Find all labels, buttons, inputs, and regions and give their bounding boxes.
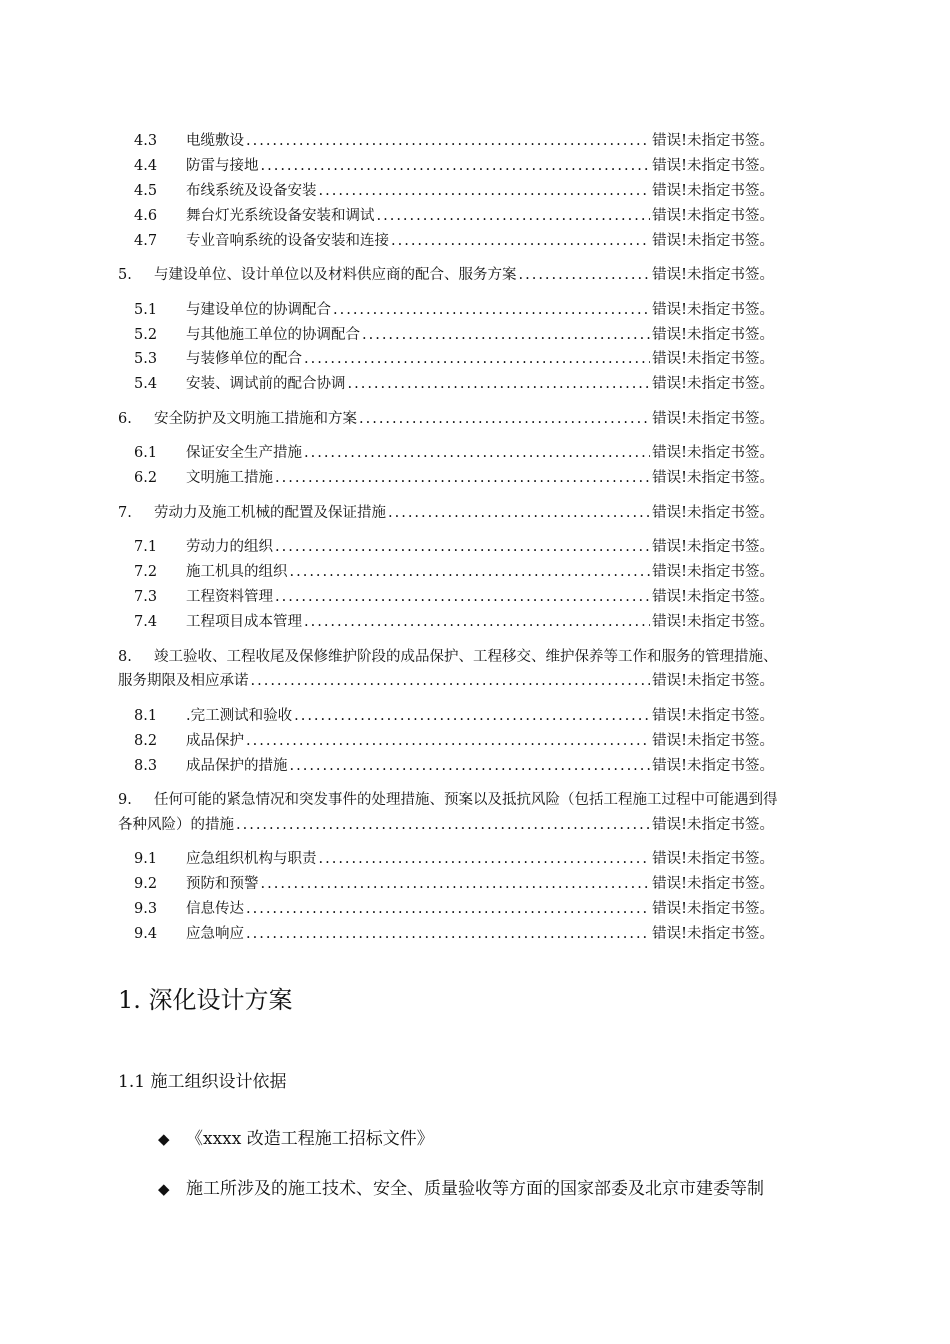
toc-entry[interactable] — [134, 131, 774, 151]
toc-leader — [388, 503, 650, 523]
toc-page-ref: 错误!未指定书签。 — [652, 851, 774, 867]
diamond-bullet-icon: ◆ — [158, 1130, 170, 1148]
toc-number: 8.3 — [134, 758, 158, 774]
toc-entry[interactable] — [134, 874, 774, 894]
toc-entry[interactable] — [134, 374, 774, 394]
toc-title: 工程资料管理 — [186, 589, 273, 605]
toc-page-ref: 错误!未指定书签。 — [652, 302, 774, 318]
toc-leader — [304, 443, 650, 463]
toc-entry[interactable] — [118, 503, 774, 523]
toc-entry[interactable] — [134, 349, 774, 369]
toc-entry[interactable] — [118, 409, 774, 429]
toc-number: 4.4 — [134, 158, 158, 174]
toc-entry-first-line[interactable] — [118, 790, 838, 810]
toc-page-ref: 错误!未指定书签。 — [652, 327, 774, 343]
toc-entry[interactable] — [134, 468, 774, 488]
toc-leader — [236, 815, 650, 835]
toc-page-ref: 错误!未指定书签。 — [652, 233, 774, 249]
toc-leader — [246, 131, 650, 151]
toc-number: 8.2 — [134, 733, 158, 749]
toc-page-ref: 错误!未指定书签。 — [652, 445, 774, 461]
toc-leader — [275, 468, 650, 488]
toc-number: 5.4 — [134, 376, 158, 392]
toc-title: 电缆敷设 — [186, 133, 244, 149]
toc-leader — [333, 300, 650, 320]
toc-page-ref: 错误!未指定书签。 — [652, 133, 774, 149]
toc-entry[interactable] — [134, 156, 774, 176]
toc-page-ref: 错误!未指定书签。 — [652, 351, 774, 367]
toc-page-ref: 错误!未指定书签。 — [652, 158, 774, 174]
toc-number: 6.2 — [134, 470, 158, 486]
toc-number: 9. — [118, 792, 132, 808]
toc-title: 竣工验收、工程收尾及保修维护阶段的成品保护、工程移交、维护保养等工作和服务的管理措施、 — [154, 649, 778, 665]
toc-title: 与其他施工单位的协调配合 — [186, 327, 360, 343]
toc-page-ref: 错误!未指定书签。 — [652, 589, 774, 605]
bullet-item — [158, 1177, 764, 1201]
toc-page-ref: 错误!未指定书签。 — [652, 267, 774, 283]
toc-page-ref: 错误!未指定书签。 — [652, 876, 774, 892]
toc-number: 9.3 — [134, 901, 158, 917]
toc-leader — [275, 587, 650, 607]
toc-page-ref: 错误!未指定书签。 — [652, 708, 774, 724]
toc-title: 施工机具的组织 — [186, 564, 288, 580]
toc-leader — [304, 349, 650, 369]
toc-page-ref: 错误!未指定书签。 — [652, 673, 774, 689]
toc-number: 8.1 — [134, 708, 158, 724]
toc-page-ref: 错误!未指定书签。 — [652, 505, 774, 521]
toc-entry[interactable] — [134, 206, 774, 226]
toc-leader — [319, 849, 651, 869]
toc-title: 与建设单位的协调配合 — [186, 302, 331, 318]
toc-leader — [290, 562, 651, 582]
toc-title: 工程项目成本管理 — [186, 614, 302, 630]
toc-leader — [261, 874, 651, 894]
toc-page-ref: 错误!未指定书签。 — [652, 817, 774, 833]
toc-title: 成品保护的措施 — [186, 758, 288, 774]
toc-entry-continuation[interactable] — [118, 671, 774, 691]
toc-entry[interactable] — [134, 587, 774, 607]
section-heading-1-1: 1.1 施工组织设计依据 — [118, 1072, 287, 1092]
toc-entry-continuation[interactable] — [118, 815, 774, 835]
toc-number: 4.7 — [134, 233, 158, 249]
toc-number: 5.1 — [134, 302, 158, 318]
toc-leader — [377, 206, 651, 226]
toc-leader — [275, 537, 650, 557]
toc-number: 6.1 — [134, 445, 158, 461]
toc-title: .完工测试和验收 — [186, 708, 293, 724]
toc-page-ref: 错误!未指定书签。 — [652, 411, 774, 427]
toc-leader — [246, 899, 650, 919]
toc-entry[interactable] — [134, 756, 774, 776]
toc-number: 7. — [118, 505, 132, 521]
toc-number: 4.5 — [134, 183, 158, 199]
toc-page-ref: 错误!未指定书签。 — [652, 376, 774, 392]
toc-title: 与装修单位的配合 — [186, 351, 302, 367]
bullet-text: 施工所涉及的施工技术、安全、质量验收等方面的国家部委及北京市建委等制 — [186, 1179, 764, 1199]
toc-number: 4.3 — [134, 133, 158, 149]
toc-title: 应急响应 — [186, 926, 244, 942]
toc-title: 信息传达 — [186, 901, 244, 917]
toc-entry[interactable] — [134, 231, 774, 251]
toc-leader — [391, 231, 650, 251]
section-heading-1: 1. 深化设计方案 — [118, 986, 293, 1014]
toc-title: 防雷与接地 — [186, 158, 259, 174]
toc-entry[interactable] — [134, 924, 774, 944]
toc-number: 5.3 — [134, 351, 158, 367]
bullet-item — [158, 1127, 434, 1151]
toc-entry[interactable] — [134, 899, 774, 919]
toc-number: 5. — [118, 267, 132, 283]
toc-leader — [246, 924, 650, 944]
toc-entry[interactable] — [118, 265, 774, 285]
toc-entry[interactable] — [134, 300, 774, 320]
toc-page-ref: 错误!未指定书签。 — [652, 733, 774, 749]
toc-leader — [304, 612, 650, 632]
toc-leader — [290, 756, 651, 776]
toc-leader — [359, 409, 650, 429]
toc-page-ref: 错误!未指定书签。 — [652, 208, 774, 224]
toc-title: 布线系统及设备安装 — [186, 183, 317, 199]
toc-leader — [261, 156, 651, 176]
toc-title: 安装、调试前的配合协调 — [186, 376, 346, 392]
toc-entry[interactable] — [134, 325, 774, 345]
toc-leader — [348, 374, 651, 394]
toc-entry[interactable] — [134, 537, 774, 557]
bullet-text: 《xxxx 改造工程施工招标文件》 — [186, 1129, 434, 1149]
toc-leader — [246, 731, 650, 751]
toc-title: 应急组织机构与职责 — [186, 851, 317, 867]
toc-leader — [362, 325, 650, 345]
toc-title: 与建设单位、设计单位以及材料供应商的配合、服务方案 — [154, 267, 517, 283]
toc-entry[interactable] — [134, 181, 774, 201]
toc-page-ref: 错误!未指定书签。 — [652, 614, 774, 630]
diamond-bullet-icon: ◆ — [158, 1180, 170, 1198]
toc-page-ref: 错误!未指定书签。 — [652, 926, 774, 942]
toc-leader — [319, 181, 651, 201]
toc-entry[interactable] — [134, 731, 774, 751]
toc-number: 9.4 — [134, 926, 158, 942]
toc-title: 安全防护及文明施工措施和方案 — [154, 411, 357, 427]
toc-number: 7.3 — [134, 589, 158, 605]
toc-leader — [519, 265, 651, 285]
toc-title-continuation: 各种风险）的措施 — [118, 817, 234, 833]
toc-leader — [294, 706, 650, 726]
toc-page-ref: 错误!未指定书签。 — [652, 901, 774, 917]
toc-number: 7.4 — [134, 614, 158, 630]
toc-title: 预防和预警 — [186, 876, 259, 892]
toc-number: 9.2 — [134, 876, 158, 892]
toc-number: 7.1 — [134, 539, 158, 555]
toc-entry[interactable] — [134, 706, 774, 726]
toc-number: 8. — [118, 649, 132, 665]
toc-title: 成品保护 — [186, 733, 244, 749]
toc-number: 9.1 — [134, 851, 158, 867]
toc-number: 6. — [118, 411, 132, 427]
toc-title: 文明施工措施 — [186, 470, 273, 486]
toc-leader — [251, 671, 651, 691]
toc-title: 任何可能的紧急情况和突发事件的处理措施、预案以及抵抗风险（包括工程施工过程中可能遇到得 — [154, 792, 778, 808]
toc-title: 专业音响系统的设备安装和连接 — [186, 233, 389, 249]
toc-page-ref: 错误!未指定书签。 — [652, 183, 774, 199]
toc-page-ref: 错误!未指定书签。 — [652, 564, 774, 580]
toc-number: 4.6 — [134, 208, 158, 224]
toc-title: 舞台灯光系统设备安装和调试 — [186, 208, 375, 224]
toc-page-ref: 错误!未指定书签。 — [652, 470, 774, 486]
toc-entry[interactable] — [134, 562, 774, 582]
toc-entry-first-line[interactable] — [118, 647, 838, 667]
toc-title-continuation: 服务期限及相应承诺 — [118, 673, 249, 689]
toc-entry[interactable] — [134, 443, 774, 463]
toc-entry[interactable] — [134, 612, 774, 632]
toc-number: 5.2 — [134, 327, 158, 343]
toc-title: 保证安全生产措施 — [186, 445, 302, 461]
toc-title: 劳动力的组织 — [186, 539, 273, 555]
toc-page-ref: 错误!未指定书签。 — [652, 758, 774, 774]
toc-number: 7.2 — [134, 564, 158, 580]
toc-entry[interactable] — [134, 849, 774, 869]
toc-page-ref: 错误!未指定书签。 — [652, 539, 774, 555]
toc-title: 劳动力及施工机械的配置及保证措施 — [154, 505, 386, 521]
